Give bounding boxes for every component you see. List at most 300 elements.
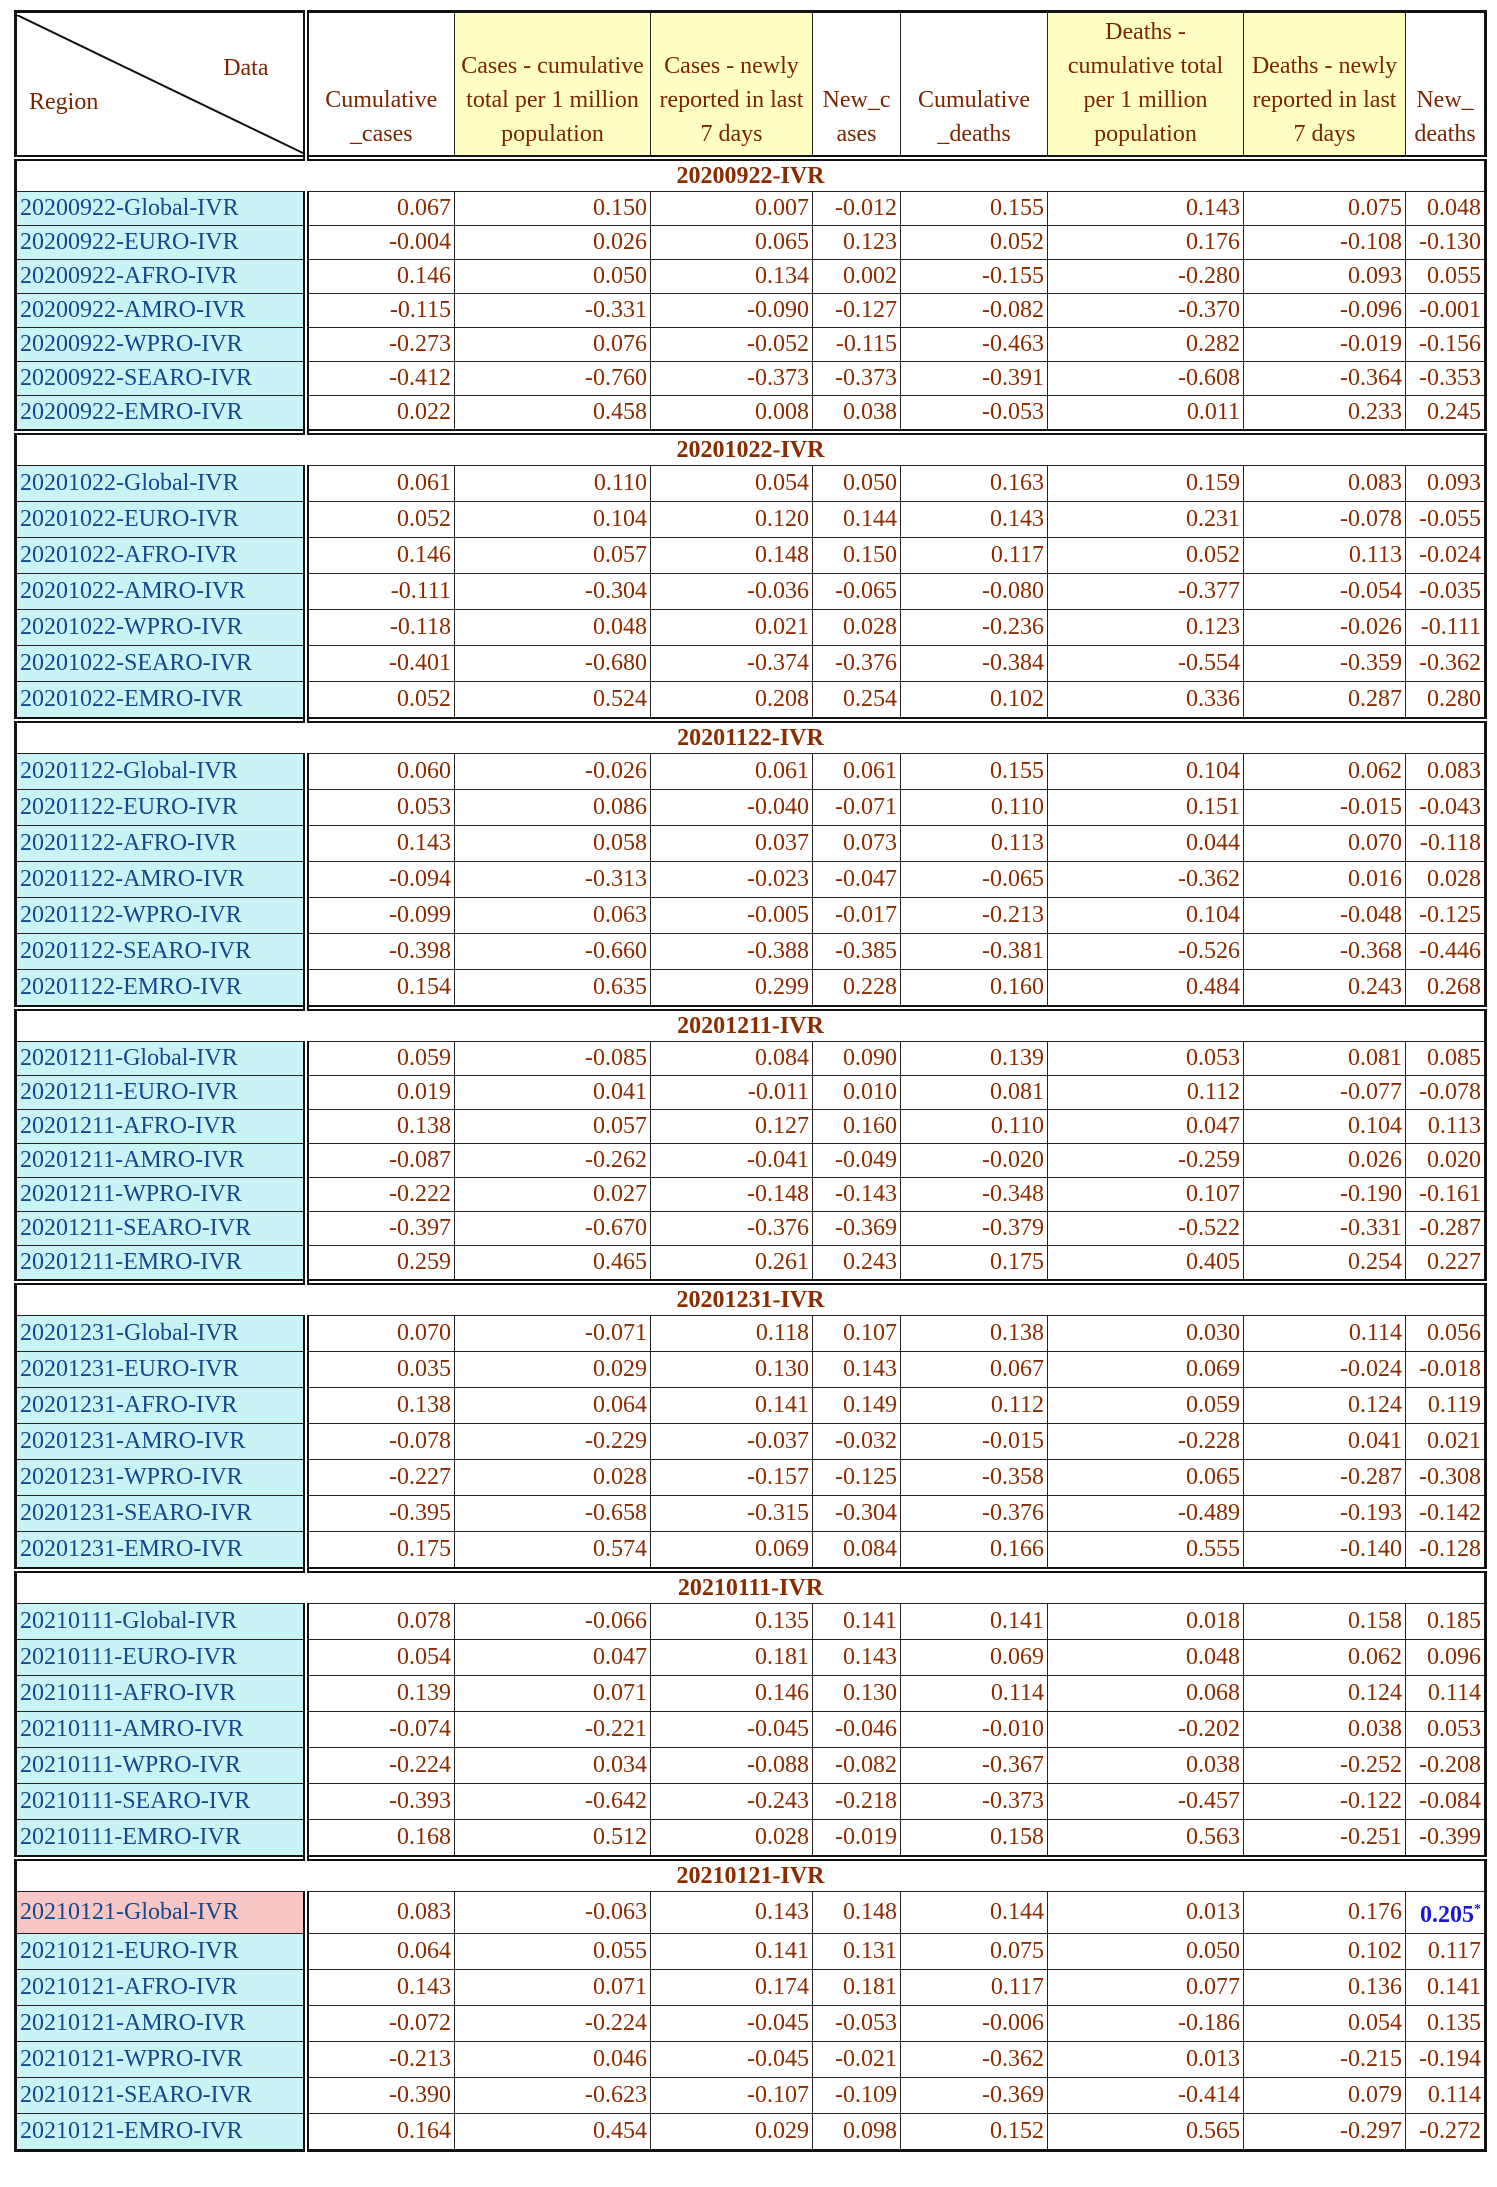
table-row <box>16 1820 1486 1859</box>
value-cell: -0.373 <box>901 1784 1048 1820</box>
region-cell: 20201122-AFRO-IVR <box>16 826 306 862</box>
value-cell: 0.107 <box>1048 1178 1244 1212</box>
value-cell: -0.287 <box>1406 1212 1486 1246</box>
value-cell: 0.050 <box>455 260 651 294</box>
value-cell: 0.139 <box>901 1042 1048 1076</box>
value-cell: 0.143 <box>813 1352 901 1388</box>
value-cell: 0.123 <box>813 226 901 260</box>
col-header-cumulative-deaths: Cumulative _deaths <box>901 12 1048 159</box>
value-cell: 0.048 <box>455 610 651 646</box>
value-cell: 0.078 <box>306 1604 455 1640</box>
value-cell: -0.011 <box>651 1076 813 1110</box>
value-cell: -0.115 <box>813 328 901 362</box>
value-cell: 0.026 <box>455 226 651 260</box>
value-cell: 0.069 <box>901 1640 1048 1676</box>
table-row <box>16 1352 1486 1388</box>
region-cell: 20201211-SEARO-IVR <box>16 1212 306 1246</box>
value-cell: -0.018 <box>1406 1352 1486 1388</box>
ivr-correlation-table <box>14 10 1487 2152</box>
value-cell: 0.208 <box>651 682 813 721</box>
value-cell: 0.026 <box>1244 1144 1406 1178</box>
value-cell: 0.086 <box>455 790 651 826</box>
value-cell: -0.222 <box>306 1178 455 1212</box>
value-cell: -0.155 <box>901 260 1048 294</box>
value-cell: -0.035 <box>1406 574 1486 610</box>
value-cell: 0.028 <box>813 610 901 646</box>
value-cell: -0.362 <box>901 2042 1048 2078</box>
col-header-new-cases: New_c ases <box>813 12 901 159</box>
value-cell: 0.052 <box>306 682 455 721</box>
value-cell: 0.013 <box>1048 2042 1244 2078</box>
value-cell: 0.050 <box>1048 1934 1244 1970</box>
value-cell: 0.148 <box>813 1892 901 1934</box>
value-cell: 0.020 <box>1406 1144 1486 1178</box>
value-cell: 0.113 <box>901 826 1048 862</box>
value-cell: 0.076 <box>455 328 651 362</box>
group-title: 20201211-IVR <box>16 1008 1486 1042</box>
region-cell: 20210111-SEARO-IVR <box>16 1784 306 1820</box>
value-cell: -0.048 <box>1244 898 1406 934</box>
value-cell: 0.052 <box>1048 538 1244 574</box>
value-cell: 0.458 <box>455 396 651 433</box>
col-header-new-deaths: New_ deaths <box>1406 12 1486 159</box>
group-header-row <box>16 1858 1486 1892</box>
value-cell: 0.117 <box>901 1970 1048 2006</box>
value-cell: -0.315 <box>651 1496 813 1532</box>
value-cell: 0.073 <box>813 826 901 862</box>
value-cell: 0.141 <box>901 1604 1048 1640</box>
region-cell: 20201122-SEARO-IVR <box>16 934 306 970</box>
value-cell: -0.143 <box>813 1178 901 1212</box>
value-cell: 0.143 <box>651 1892 813 1934</box>
region-cell: 20201022-EMRO-IVR <box>16 682 306 721</box>
value-cell: -0.262 <box>455 1144 651 1178</box>
value-cell: 0.090 <box>813 1042 901 1076</box>
value-cell: 0.008 <box>651 396 813 433</box>
value-cell: 0.053 <box>1406 1712 1486 1748</box>
value-cell: -0.078 <box>1244 502 1406 538</box>
value-cell: 0.175 <box>306 1532 455 1571</box>
value-cell: -0.053 <box>901 396 1048 433</box>
region-cell: 20200922-EMRO-IVR <box>16 396 306 433</box>
value-cell: 0.131 <box>813 1934 901 1970</box>
value-cell: 0.104 <box>455 502 651 538</box>
value-cell: -0.680 <box>455 646 651 682</box>
table-row <box>16 466 1486 502</box>
value-cell: 0.028 <box>651 1820 813 1859</box>
value-cell: 0.143 <box>901 502 1048 538</box>
value-cell: -0.304 <box>455 574 651 610</box>
value-cell: -0.457 <box>1048 1784 1244 1820</box>
table-row <box>16 1424 1486 1460</box>
value-cell: 0.084 <box>651 1042 813 1076</box>
value-cell: 0.055 <box>1406 260 1486 294</box>
value-cell: 0.299 <box>651 970 813 1009</box>
value-cell: -0.251 <box>1244 1820 1406 1859</box>
value-cell: 0.081 <box>901 1076 1048 1110</box>
table-row <box>16 2078 1486 2114</box>
value-cell: 0.114 <box>901 1676 1048 1712</box>
value-cell: 0.044 <box>1048 826 1244 862</box>
value-cell: -0.087 <box>306 1144 455 1178</box>
value-cell: 0.114 <box>1406 2078 1486 2114</box>
value-cell: 0.083 <box>1244 466 1406 502</box>
region-cell: 20201211-EMRO-IVR <box>16 1246 306 1283</box>
value-cell: 0.037 <box>651 826 813 862</box>
value-cell: -0.021 <box>813 2042 901 2078</box>
table-row <box>16 2006 1486 2042</box>
table-row <box>16 1496 1486 1532</box>
value-cell: -0.094 <box>306 862 455 898</box>
value-cell: 0.563 <box>1048 1820 1244 1859</box>
value-cell: 0.071 <box>455 1676 651 1712</box>
value-cell: -0.037 <box>651 1424 813 1460</box>
value-cell: -0.202 <box>1048 1712 1244 1748</box>
region-cell: 20201231-Global-IVR <box>16 1316 306 1352</box>
value-cell: 0.117 <box>901 538 1048 574</box>
group-header-row <box>16 1008 1486 1042</box>
value-cell: -0.388 <box>651 934 813 970</box>
value-cell: 0.058 <box>455 826 651 862</box>
value-cell: -0.359 <box>1244 646 1406 682</box>
value-cell: 0.117 <box>1406 1934 1486 1970</box>
value-cell: 0.059 <box>306 1042 455 1076</box>
value-cell: 0.555 <box>1048 1532 1244 1571</box>
group-header-row <box>16 720 1486 754</box>
value-cell: -0.272 <box>1406 2114 1486 2151</box>
region-cell: 20210121-WPRO-IVR <box>16 2042 306 2078</box>
value-cell: 0.050 <box>813 466 901 502</box>
value-cell: 0.124 <box>1244 1388 1406 1424</box>
table-row <box>16 1110 1486 1144</box>
value-cell: -0.463 <box>901 328 1048 362</box>
group-title: 20210111-IVR <box>16 1570 1486 1604</box>
value-cell: 0.065 <box>1048 1460 1244 1496</box>
value-cell: 0.069 <box>651 1532 813 1571</box>
value-cell: -0.078 <box>306 1424 455 1460</box>
value-cell: 0.268 <box>1406 970 1486 1009</box>
value-cell: 0.068 <box>1048 1676 1244 1712</box>
table-row <box>16 790 1486 826</box>
value-cell: 0.081 <box>1244 1042 1406 1076</box>
table-row <box>16 2114 1486 2151</box>
value-cell: -0.623 <box>455 2078 651 2114</box>
value-cell: -0.078 <box>1406 1076 1486 1110</box>
table-row <box>16 294 1486 328</box>
region-cell: 20210121-EURO-IVR <box>16 1934 306 1970</box>
value-cell: 0.096 <box>1406 1640 1486 1676</box>
value-cell: -0.660 <box>455 934 651 970</box>
table-row <box>16 1178 1486 1212</box>
value-cell: 0.047 <box>455 1640 651 1676</box>
value-cell: -0.395 <box>306 1496 455 1532</box>
value-cell: 0.057 <box>455 538 651 574</box>
value-cell: 0.144 <box>901 1892 1048 1934</box>
region-cell: 20201231-EMRO-IVR <box>16 1532 306 1571</box>
value-cell: -0.273 <box>306 328 455 362</box>
value-cell: 0.181 <box>651 1640 813 1676</box>
value-cell: -0.096 <box>1244 294 1406 328</box>
value-cell: 0.018 <box>1048 1604 1244 1640</box>
value-cell: -0.111 <box>306 574 455 610</box>
value-cell: 0.104 <box>1244 1110 1406 1144</box>
value-cell: 0.061 <box>651 754 813 790</box>
value-cell: 0.021 <box>651 610 813 646</box>
value-cell: 0.149 <box>813 1388 901 1424</box>
corner-data-label: Data <box>223 55 269 81</box>
value-cell: 0.071 <box>455 1970 651 2006</box>
value-cell: 0.029 <box>651 2114 813 2151</box>
table-row <box>16 1212 1486 1246</box>
region-cell: 20201211-WPRO-IVR <box>16 1178 306 1212</box>
value-cell: -0.213 <box>901 898 1048 934</box>
value-cell: 0.174 <box>651 1970 813 2006</box>
region-cell: 20200922-WPRO-IVR <box>16 328 306 362</box>
region-cell: 20201122-WPRO-IVR <box>16 898 306 934</box>
region-cell: 20210121-AFRO-IVR <box>16 1970 306 2006</box>
value-cell: 0.166 <box>901 1532 1048 1571</box>
value-cell: -0.148 <box>651 1178 813 1212</box>
table-row <box>16 1934 1486 1970</box>
value-cell: 0.175 <box>901 1246 1048 1283</box>
value-cell: -0.045 <box>651 2006 813 2042</box>
value-cell: -0.080 <box>901 574 1048 610</box>
value-cell: -0.019 <box>1244 328 1406 362</box>
value-cell: -0.297 <box>1244 2114 1406 2151</box>
value-cell: -0.036 <box>651 574 813 610</box>
value-cell: -0.024 <box>1406 538 1486 574</box>
value-cell: 0.130 <box>651 1352 813 1388</box>
value-cell: 0.079 <box>1244 2078 1406 2114</box>
value-cell: 0.144 <box>813 502 901 538</box>
value-cell: -0.128 <box>1406 1532 1486 1571</box>
table-row <box>16 1460 1486 1496</box>
value-cell: 0.038 <box>1048 1748 1244 1784</box>
value-cell: -0.074 <box>306 1712 455 1748</box>
region-cell: 20201122-EURO-IVR <box>16 790 306 826</box>
value-cell: 0.143 <box>306 826 455 862</box>
table-row <box>16 226 1486 260</box>
value-cell: -0.053 <box>813 2006 901 2042</box>
region-cell: 20201231-AMRO-IVR <box>16 1424 306 1460</box>
value-cell: -0.373 <box>651 362 813 396</box>
value-cell: -0.522 <box>1048 1212 1244 1246</box>
value-cell: 0.022 <box>306 396 455 433</box>
value-cell: -0.054 <box>1244 574 1406 610</box>
value-cell: -0.118 <box>1406 826 1486 862</box>
value-cell: 0.155 <box>901 192 1048 226</box>
value-cell: -0.063 <box>455 1892 651 1934</box>
value-cell: -0.082 <box>813 1748 901 1784</box>
region-cell: 20210121-SEARO-IVR <box>16 2078 306 2114</box>
value-cell: -0.554 <box>1048 646 1244 682</box>
table-row <box>16 1640 1486 1676</box>
value-cell: -0.019 <box>813 1820 901 1859</box>
value-cell: -0.358 <box>901 1460 1048 1496</box>
table-row <box>16 862 1486 898</box>
value-cell: 0.061 <box>306 466 455 502</box>
value-cell: 0.245 <box>1406 396 1486 433</box>
value-cell: -0.526 <box>1048 934 1244 970</box>
value-cell: -0.055 <box>1406 502 1486 538</box>
value-cell: 0.484 <box>1048 970 1244 1009</box>
value-cell: 0.102 <box>1244 1934 1406 1970</box>
value-cell: 0.110 <box>455 466 651 502</box>
table-row <box>16 1246 1486 1283</box>
value-cell: 0.062 <box>1244 1640 1406 1676</box>
value-cell: -0.045 <box>651 2042 813 2078</box>
value-cell: 0.047 <box>1048 1110 1244 1144</box>
value-cell: -0.107 <box>651 2078 813 2114</box>
value-cell: 0.083 <box>1406 754 1486 790</box>
table-row <box>16 826 1486 862</box>
value-cell: -0.005 <box>651 898 813 934</box>
region-cell: 20210111-EURO-IVR <box>16 1640 306 1676</box>
group-title: 20201122-IVR <box>16 720 1486 754</box>
value-cell: -0.280 <box>1048 260 1244 294</box>
value-cell: 0.254 <box>1244 1246 1406 1283</box>
value-cell: 0.120 <box>651 502 813 538</box>
value-cell: -0.259 <box>1048 1144 1244 1178</box>
value-cell: -0.010 <box>901 1712 1048 1748</box>
value-cell: -0.001 <box>1406 294 1486 328</box>
value-cell: 0.176 <box>1048 226 1244 260</box>
value-cell: -0.348 <box>901 1178 1048 1212</box>
value-cell: -0.381 <box>901 934 1048 970</box>
value-cell: 0.070 <box>1244 826 1406 862</box>
group-title: 20210121-IVR <box>16 1858 1486 1892</box>
value-cell: 0.134 <box>651 260 813 294</box>
value-cell: -0.374 <box>651 646 813 682</box>
table-row <box>16 1316 1486 1352</box>
value-cell: -0.377 <box>1048 574 1244 610</box>
table-row <box>16 260 1486 294</box>
value-cell: 0.104 <box>1048 754 1244 790</box>
value-cell: -0.376 <box>813 646 901 682</box>
value-cell: -0.391 <box>901 362 1048 396</box>
value-cell: 0.146 <box>651 1676 813 1712</box>
value-cell: -0.331 <box>455 294 651 328</box>
region-cell: 20201122-AMRO-IVR <box>16 862 306 898</box>
value-cell: 0.060 <box>306 754 455 790</box>
value-cell: -0.127 <box>813 294 901 328</box>
region-cell: 20210111-AMRO-IVR <box>16 1712 306 1748</box>
value-cell: -0.228 <box>1048 1424 1244 1460</box>
value-cell: 0.154 <box>306 970 455 1009</box>
value-cell: -0.376 <box>651 1212 813 1246</box>
value-cell: 0.114 <box>1406 1676 1486 1712</box>
table-row <box>16 1892 1486 1934</box>
value-cell: -0.082 <box>901 294 1048 328</box>
value-cell: -0.108 <box>1244 226 1406 260</box>
value-cell: 0.002 <box>813 260 901 294</box>
value-cell: 0.160 <box>813 1110 901 1144</box>
value-cell: -0.125 <box>813 1460 901 1496</box>
value-cell: 0.046 <box>455 2042 651 2078</box>
value-cell: -0.224 <box>455 2006 651 2042</box>
value-cell: -0.193 <box>1244 1496 1406 1532</box>
value-cell: 0.574 <box>455 1532 651 1571</box>
value-cell: 0.075 <box>1244 192 1406 226</box>
value-cell: -0.760 <box>455 362 651 396</box>
group-header-row <box>16 1570 1486 1604</box>
value-cell: -0.221 <box>455 1712 651 1748</box>
region-cell: 20201022-AFRO-IVR <box>16 538 306 574</box>
value-cell: 0.048 <box>1406 192 1486 226</box>
value-cell: 0.185 <box>1406 1604 1486 1640</box>
value-cell: 0.011 <box>1048 396 1244 433</box>
value-cell: 0.056 <box>1406 1316 1486 1352</box>
table-row <box>16 1144 1486 1178</box>
value-cell: -0.373 <box>813 362 901 396</box>
value-cell: 0.160 <box>901 970 1048 1009</box>
value-cell: 0.110 <box>901 1110 1048 1144</box>
value-cell: -0.608 <box>1048 362 1244 396</box>
value-cell: 0.063 <box>455 898 651 934</box>
table-body <box>16 158 1486 2151</box>
value-cell: 0.143 <box>1048 192 1244 226</box>
value-cell: 0.104 <box>1048 898 1244 934</box>
value-cell: 0.093 <box>1406 466 1486 502</box>
region-cell: 20201231-EURO-IVR <box>16 1352 306 1388</box>
value-cell: -0.414 <box>1048 2078 1244 2114</box>
value-cell: 0.070 <box>306 1316 455 1352</box>
table-row <box>16 328 1486 362</box>
value-cell: -0.369 <box>901 2078 1048 2114</box>
value-cell: -0.362 <box>1048 862 1244 898</box>
col-header-cumulative-cases: Cumulative _cases <box>306 12 455 159</box>
value-cell: 0.228 <box>813 970 901 1009</box>
value-cell: -0.072 <box>306 2006 455 2042</box>
col-header-cases-per-million: Cases - cumulative total per 1 million population <box>455 12 651 159</box>
value-cell: -0.215 <box>1244 2042 1406 2078</box>
table-row <box>16 2042 1486 2078</box>
value-cell: 0.163 <box>901 466 1048 502</box>
value-cell: 0.259 <box>306 1246 455 1283</box>
value-cell: -0.017 <box>813 898 901 934</box>
value-cell: -0.313 <box>455 862 651 898</box>
value-cell: 0.336 <box>1048 682 1244 721</box>
value-cell: -0.213 <box>306 2042 455 2078</box>
table-row <box>16 1532 1486 1571</box>
table-row <box>16 1784 1486 1820</box>
table-row <box>16 934 1486 970</box>
region-cell: 20201231-WPRO-IVR <box>16 1460 306 1496</box>
value-cell: 0.565 <box>1048 2114 1244 2151</box>
value-cell: 0.148 <box>651 538 813 574</box>
value-cell: -0.194 <box>1406 2042 1486 2078</box>
value-cell: 0.119 <box>1406 1388 1486 1424</box>
value-cell: -0.015 <box>1244 790 1406 826</box>
value-cell: -0.071 <box>813 790 901 826</box>
table-row <box>16 192 1486 226</box>
value-cell: 0.158 <box>901 1820 1048 1859</box>
region-cell: 20200922-Global-IVR <box>16 192 306 226</box>
value-cell: 0.083 <box>306 1892 455 1934</box>
value-cell: 0.029 <box>455 1352 651 1388</box>
value-cell: 0.151 <box>1048 790 1244 826</box>
value-cell: -0.130 <box>1406 226 1486 260</box>
value-cell: 0.524 <box>455 682 651 721</box>
value-cell: -0.049 <box>813 1144 901 1178</box>
value-cell: -0.229 <box>455 1424 651 1460</box>
value-cell: 0.052 <box>901 226 1048 260</box>
value-cell: 0.141 <box>651 1388 813 1424</box>
value-cell: -0.397 <box>306 1212 455 1246</box>
value-cell: 0.054 <box>306 1640 455 1676</box>
value-cell: 0.243 <box>813 1246 901 1283</box>
value-cell: 0.141 <box>651 1934 813 1970</box>
